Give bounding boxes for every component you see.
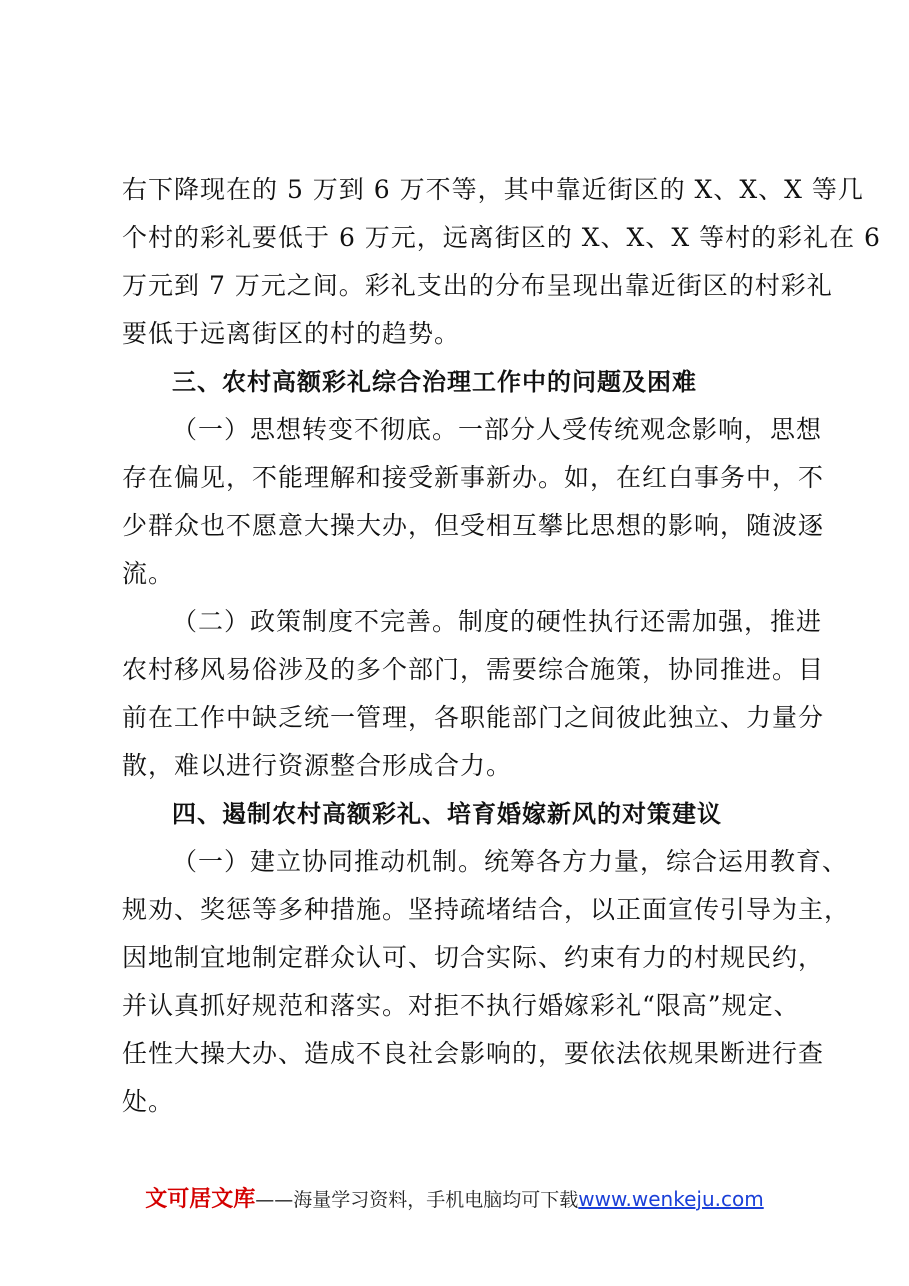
paragraph-line: 存在偏见，不能理解和接受新事新办。如，在红白事务中，不 <box>122 463 825 492</box>
paragraph-line: 散，难以进行资源整合形成合力。 <box>122 751 513 780</box>
footer-url-link[interactable]: www.wenkeju.com <box>578 1187 764 1211</box>
paragraph-line: 因地制宜地制定群众认可、切合实际、约束有力的村规民约， <box>122 943 825 972</box>
paragraph-line: 并认真抓好规范和落实。对拒不执行婚嫁彩礼“限高”规定、 <box>122 991 800 1020</box>
subsection-line: （一）思想转变不彻底。一部分人受传统观念影响，思想 <box>172 415 823 444</box>
document-body <box>122 166 881 1126</box>
paragraph-line: 农村移风易俗涉及的多个部门，需要综合施策，协同推进。目 <box>122 655 825 684</box>
paragraph-line: 个村的彩礼要低于 6 万元，远离街区的 X、X、X 等村的彩礼在 6 <box>122 223 881 252</box>
paragraph-line: 流。 <box>122 559 175 588</box>
section-heading-3: 三、农村高额彩礼综合治理工作中的问题及困难 <box>172 368 697 396</box>
paragraph-line: 万元到 7 万元之间。彩礼支出的分布呈现出靠近街区的村彩礼 <box>122 271 833 300</box>
paragraph-line: 前在工作中缺乏统一管理，各职能部门之间彼此独立、力量分 <box>122 703 825 732</box>
paragraph-line: 处。 <box>122 1087 175 1116</box>
footer-slogan: ——海量学习资料，手机电脑均可下载 <box>255 1189 579 1211</box>
paragraph-line: 少群众也不愿意大操大办，但受相互攀比思想的影响，随波逐 <box>122 511 825 540</box>
subsection-line: （一）建立协同推动机制。统筹各方力量，综合运用教育、 <box>172 847 849 876</box>
footer-banner <box>0 1182 909 1213</box>
paragraph-line: 任性大操大办、造成不良社会影响的，要依法依规果断进行查 <box>122 1039 825 1068</box>
paragraph-line: 规劝、奖惩等多种措施。坚持疏堵结合，以正面宣传引导为主， <box>122 895 851 924</box>
footer-brand: 文可居文库 <box>145 1187 256 1212</box>
paragraph-line: 右下降现在的 5 万到 6 万不等，其中靠近街区的 X、X、X 等几 <box>122 175 864 204</box>
section-heading-4: 四、遏制农村高额彩礼、培育婚嫁新风的对策建议 <box>172 800 722 828</box>
paragraph-line: 要低于远离街区的村的趋势。 <box>122 319 461 348</box>
subsection-line: （二）政策制度不完善。制度的硬性执行还需加强，推进 <box>172 607 823 636</box>
